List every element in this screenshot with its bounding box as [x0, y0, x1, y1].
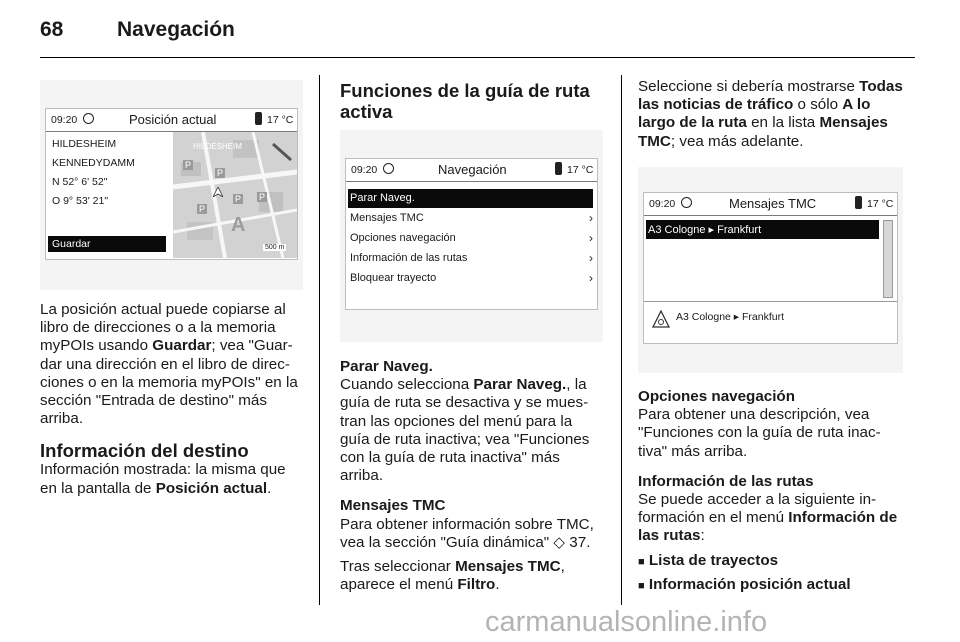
location-street: KENNEDYDAMM: [52, 157, 135, 169]
section-heading: Información del destino: [40, 440, 249, 462]
subheading: Mensajes TMC: [340, 497, 446, 515]
paragraph: [340, 558, 605, 594]
text-bold: Información posición actual: [648, 575, 851, 593]
thermometer-icon: [255, 112, 262, 125]
status-bar: [46, 109, 297, 132]
text: en la lista: [746, 114, 820, 132]
parking-icon: P: [199, 204, 206, 214]
temperature: 17 °C: [867, 198, 894, 210]
text: Para obtener información sobre TMC, vea la sección "Guía dinámica": [340, 515, 594, 551]
text: La posición actual puede copiarse al libro de direcciones o a la memoria myPOIs usando: [40, 301, 286, 355]
bullet-icon: ■: [638, 579, 645, 592]
clock-icon: [681, 197, 692, 208]
paragraph: [638, 491, 904, 546]
parking-icon: P: [259, 192, 266, 202]
subheading: Parar Naveg.: [340, 358, 433, 375]
save-button-label: Guardar: [52, 238, 91, 250]
menu-item-informacion-rutas[interactable]: [348, 249, 593, 268]
text: o sólo: [793, 96, 843, 114]
column-divider: [319, 75, 320, 605]
text: Tras seleccionar: [340, 558, 456, 576]
subheading: Opciones navegación: [638, 388, 795, 405]
clock-time: 09:20: [649, 198, 676, 210]
chevron-right-icon: ›: [589, 251, 593, 265]
temperature: 17 °C: [567, 164, 594, 176]
display-screen: [45, 108, 298, 260]
tmc-message-label: A3 Cologne ▸ Frankfurt: [648, 224, 762, 236]
page-title: Navegación: [117, 18, 235, 41]
clock-time: 09:20: [51, 114, 78, 126]
text-bold: Filtro: [457, 576, 496, 594]
text: ; vea más adelante.: [670, 132, 804, 150]
paragraph: [638, 78, 904, 151]
page-number: 68: [40, 18, 64, 41]
screenshot-navegacion: [340, 130, 603, 342]
text: 37.: [565, 533, 591, 551]
column-2: [340, 358, 605, 594]
text-bold: A lo largo de la ruta: [638, 96, 871, 132]
paragraph: [40, 461, 303, 497]
scrollbar[interactable]: [883, 220, 893, 298]
menu-item-label: Opciones navegación: [350, 232, 456, 244]
chevron-right-icon: ›: [589, 271, 593, 285]
text-bold: Parar Naveg.: [473, 376, 567, 394]
text: Información mostrada: la misma que en la pantalla de: [40, 461, 286, 497]
map-view[interactable]: [173, 132, 297, 258]
text: , aparece el menú: [340, 558, 565, 594]
parking-icon: P: [235, 194, 242, 204]
text-bold: Mensajes TMC: [455, 558, 561, 576]
text: :: [700, 527, 705, 545]
menu-item-bloquear-trayecto[interactable]: [348, 269, 593, 288]
screenshot-posicion-actual: [40, 80, 303, 290]
menu-item-mensajes-tmc[interactable]: [348, 209, 593, 228]
section-heading: Funciones de la guía de ruta activa: [340, 80, 590, 122]
temperature: 17 °C: [267, 114, 294, 126]
location-city: HILDESHEIM: [52, 138, 117, 150]
parking-icon: P: [217, 168, 224, 178]
chevron-right-icon: ›: [589, 231, 593, 245]
text-bold: Mensajes TMC: [638, 114, 888, 150]
bullet-item: [638, 552, 904, 571]
location-longitude: O 9° 53' 21": [52, 195, 109, 207]
text-bold: Lista de trayectos: [648, 551, 779, 569]
destination-marker-icon: A: [231, 214, 246, 236]
menu-item-label: Mensajes TMC: [350, 212, 424, 224]
screen-title: Navegación: [438, 162, 507, 177]
text: ; vea "Guar-dar una dirección en el libro de direc-ciones o en la memoria myPOIs" en la sección "Entrada de destino" más arriba.: [40, 337, 298, 428]
display-screen: [643, 192, 898, 344]
status-bar: [644, 193, 897, 216]
map-city-label: HILDESHEIM: [193, 142, 242, 151]
menu-item-parar-naveg[interactable]: [348, 189, 593, 208]
location-latitude: N 52° 6' 52": [52, 176, 108, 188]
screen-title: Posición actual: [129, 112, 217, 127]
text: , la guía de ruta se desactiva y se mues-tran las opciones del menú para la guía de ruta inactiva; vea "Funciones con la guía de ruta inactiva" más arriba.: [340, 376, 590, 485]
parking-icon: P: [185, 160, 192, 170]
column-3: [638, 388, 904, 595]
paragraph: Para obtener una descripción, vea "Funciones con la guía de ruta inac-tiva" más arriba.: [638, 406, 881, 460]
text-bold: Información de las rutas: [638, 509, 898, 545]
column-divider: [621, 75, 622, 605]
display-screen: [345, 158, 598, 310]
current-position-icon: [213, 187, 223, 197]
bullet-icon: ■: [638, 555, 645, 568]
text: .: [495, 576, 500, 594]
text: .: [267, 479, 272, 497]
tmc-message-selected[interactable]: [646, 220, 879, 239]
paragraph: [340, 516, 605, 552]
clock-icon: [383, 163, 394, 174]
clock-icon: [83, 113, 94, 124]
column-2-heading: [340, 80, 602, 122]
text-bold: Guardar: [152, 337, 212, 355]
save-button[interactable]: [48, 236, 166, 252]
chevron-right-icon: ›: [589, 211, 593, 225]
subheading: Información de las rutas: [638, 472, 814, 490]
header-rule: [40, 57, 915, 58]
watermark: carmanualsonline.info: [485, 606, 768, 638]
text: Cuando selecciona: [340, 376, 474, 394]
menu-item-opciones-navegacion[interactable]: [348, 229, 593, 248]
thermometer-icon: [555, 162, 562, 175]
divider: [644, 301, 897, 302]
menu-item-label: Bloquear trayecto: [350, 272, 437, 284]
tmc-message-detail: A3 Cologne ▸ Frankfurt: [676, 311, 784, 323]
map-scale: 500 m: [265, 244, 285, 251]
bullet-item: [638, 576, 904, 595]
paragraph: [340, 376, 605, 485]
clock-time: 09:20: [351, 164, 378, 176]
text-bold: Posición actual: [155, 479, 268, 497]
menu-item-label: Parar Naveg.: [350, 192, 415, 204]
column-1: [40, 301, 303, 498]
status-bar: [346, 159, 597, 182]
column-3-top: [638, 78, 904, 151]
text: Se puede acceder a la siguiente in-formación en el menú: [638, 491, 877, 527]
thermometer-icon: [855, 196, 862, 209]
traffic-warning-icon: [652, 310, 670, 328]
menu-item-label: Información de las rutas: [350, 252, 468, 264]
screen-title: Mensajes TMC: [729, 196, 817, 211]
screenshot-mensajes-tmc: [638, 167, 903, 373]
page-reference-icon: ◇: [553, 533, 566, 551]
text-bold: Todas las noticias de tráfico: [638, 78, 903, 114]
paragraph: [40, 301, 303, 428]
text: Seleccione si debería mostrarse: [638, 78, 860, 95]
